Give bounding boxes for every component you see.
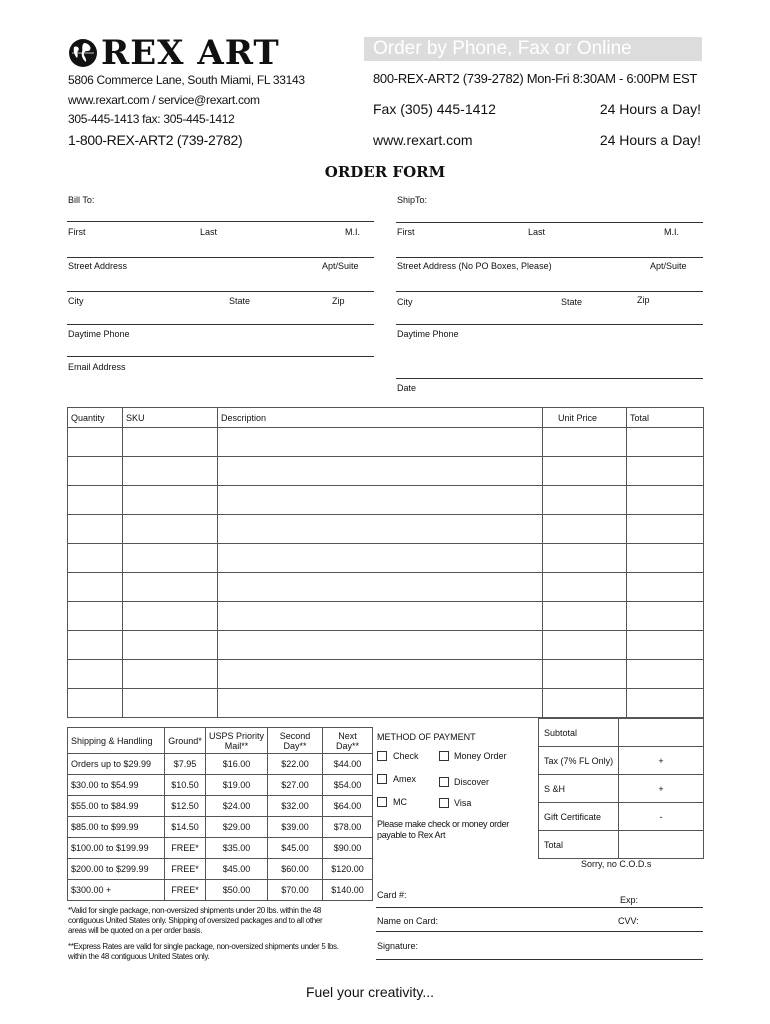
totals-row	[539, 775, 704, 803]
next-day-cell: $90.00	[323, 838, 373, 859]
table-row	[68, 544, 704, 573]
unit-price-cell[interactable]	[543, 428, 627, 457]
table-row	[68, 602, 704, 631]
quantity-header: Quantity	[68, 408, 123, 428]
ground-cell: FREE*	[165, 859, 206, 880]
shipping-range-cell: $300.00 +	[68, 880, 165, 901]
discover-checkbox[interactable]	[439, 777, 449, 787]
second-day-cell: $22.00	[268, 754, 323, 775]
totals-value-cell[interactable]	[619, 831, 704, 859]
shipping-rates-table	[67, 727, 373, 901]
bill-street-label: Street Address	[68, 261, 128, 271]
shipping-range-cell: $85.00 to $99.99	[68, 817, 165, 838]
description-header: Description	[218, 408, 543, 428]
quantity-cell[interactable]	[68, 660, 123, 689]
items-header-row	[68, 408, 704, 428]
visa-label: Visa	[454, 798, 472, 808]
table-row	[68, 838, 373, 859]
bill-mi-label: M.I.	[345, 227, 360, 237]
table-row	[68, 689, 704, 718]
table-row	[68, 817, 373, 838]
visa-option[interactable]	[439, 798, 471, 808]
order-items-table	[67, 407, 704, 718]
money-order-option[interactable]	[439, 751, 507, 761]
ship-state-label: State	[561, 297, 583, 307]
web-hours: 24 Hours a Day!	[599, 132, 701, 148]
table-row	[68, 775, 373, 796]
cvv-label: CVV:	[618, 916, 639, 926]
address-line: 5806 Commerce Lane, South Miami, FL 33143	[68, 73, 305, 87]
next-day-header: Next Day**	[323, 728, 373, 754]
bill-apt-label: Apt/Suite	[322, 261, 359, 271]
description-cell[interactable]	[218, 602, 543, 631]
signature-line[interactable]	[376, 959, 703, 960]
unit-price-cell[interactable]	[543, 631, 627, 660]
quantity-cell[interactable]	[68, 631, 123, 660]
sku-cell[interactable]	[123, 689, 218, 718]
quantity-cell[interactable]	[68, 428, 123, 457]
sku-cell[interactable]	[123, 602, 218, 631]
totals-value-cell[interactable]: +	[619, 747, 704, 775]
visa-checkbox[interactable]	[439, 798, 449, 808]
shipping-header-row	[68, 728, 373, 754]
shipping-note-express: **Express Rates are valid for single package, non-oversized shipments under 5 lbs. within the 48 contiguous United States only.	[68, 942, 339, 961]
mc-checkbox[interactable]	[377, 797, 387, 807]
bill-city-label: City	[68, 296, 84, 306]
sku-cell[interactable]	[123, 515, 218, 544]
table-row	[68, 428, 704, 457]
sku-cell[interactable]	[123, 573, 218, 602]
mc-label: MC	[393, 797, 407, 807]
total-header: Total	[627, 408, 704, 428]
shipping-range-cell: $55.00 to $84.99	[68, 796, 165, 817]
quantity-cell[interactable]	[68, 602, 123, 631]
web-email-line: www.rexart.com / service@rexart.com	[68, 93, 260, 107]
second-day-cell: $60.00	[268, 859, 323, 880]
total-cell[interactable]	[627, 486, 704, 515]
ground-cell: $14.50	[165, 817, 206, 838]
globe-logo-icon	[68, 38, 98, 68]
sku-cell[interactable]	[123, 660, 218, 689]
quantity-cell[interactable]	[68, 515, 123, 544]
bill-city-line[interactable]	[67, 291, 374, 292]
shipping-range-cell: $200.00 to $299.99	[68, 859, 165, 880]
totals-value-cell[interactable]: +	[619, 775, 704, 803]
total-cell[interactable]	[627, 689, 704, 718]
name-on-card-line[interactable]	[376, 931, 703, 932]
bill-phone-line[interactable]	[67, 324, 374, 325]
description-cell[interactable]	[218, 486, 543, 515]
ship-city-label: City	[397, 297, 413, 307]
sku-cell[interactable]	[123, 544, 218, 573]
bill-phone-label: Daytime Phone	[68, 329, 130, 339]
total-cell[interactable]	[627, 602, 704, 631]
table-row	[68, 486, 704, 515]
usps-cell: $45.00	[206, 859, 268, 880]
table-row	[68, 880, 373, 901]
order-banner: Order by Phone, Fax or Online	[364, 37, 702, 61]
description-cell[interactable]	[218, 631, 543, 660]
phone-fax-line: 305-445-1413 fax: 305-445-1412	[68, 112, 235, 126]
ship-street-label: Street Address (No PO Boxes, Please)	[397, 261, 552, 271]
unit-price-header: Unit Price	[543, 408, 627, 428]
ship-apt-label: Apt/Suite	[650, 261, 687, 271]
quantity-cell[interactable]	[68, 573, 123, 602]
ship-city-line[interactable]	[396, 291, 703, 292]
usps-cell: $19.00	[206, 775, 268, 796]
quantity-cell[interactable]	[68, 689, 123, 718]
exp-label: Exp:	[620, 895, 639, 905]
ship-last-label: Last	[528, 227, 546, 237]
second-day-cell: $32.00	[268, 796, 323, 817]
unit-price-cell[interactable]	[543, 660, 627, 689]
bill-street-line[interactable]	[67, 257, 374, 258]
next-day-cell: $140.00	[323, 880, 373, 901]
second-day-cell: $45.00	[268, 838, 323, 859]
ship-to-title: ShipTo:	[397, 195, 428, 205]
ship-phone-line[interactable]	[396, 324, 703, 325]
unit-price-cell[interactable]	[543, 486, 627, 515]
total-cell[interactable]	[627, 573, 704, 602]
quantity-cell[interactable]	[68, 486, 123, 515]
card-number-label: Card #:	[377, 890, 407, 900]
ship-phone-label: Daytime Phone	[397, 329, 459, 339]
bill-first-label: First	[68, 227, 86, 237]
totals-label: Subtotal	[539, 719, 619, 747]
totals-row	[539, 747, 704, 775]
ground-cell: $10.50	[165, 775, 206, 796]
total-cell[interactable]	[627, 544, 704, 573]
next-day-cell: $120.00	[323, 859, 373, 880]
quantity-cell[interactable]	[68, 457, 123, 486]
description-cell[interactable]	[218, 660, 543, 689]
total-cell[interactable]	[627, 457, 704, 486]
fax-hours: 24 Hours a Day!	[599, 101, 701, 117]
toll-free-line: 1-800-REX-ART2 (739-2782)	[68, 132, 243, 148]
total-cell[interactable]	[627, 428, 704, 457]
money-order-label: Money Order	[454, 751, 507, 761]
total-cell[interactable]	[627, 631, 704, 660]
order-fax-line: Fax (305) 445-1412	[373, 101, 496, 117]
signature-label: Signature:	[377, 941, 419, 951]
form-title: ORDER FORM	[324, 163, 446, 181]
description-cell[interactable]	[218, 544, 543, 573]
totals-label: Tax (7% FL Only)	[539, 747, 619, 775]
shipping-range-cell: Orders up to $29.99	[68, 754, 165, 775]
discover-option[interactable]	[439, 777, 489, 787]
bill-last-label: Last	[200, 227, 218, 237]
table-row	[68, 796, 373, 817]
second-day-header: Second Day**	[268, 728, 323, 754]
order-web-line: www.rexart.com	[373, 132, 473, 148]
total-cell[interactable]	[627, 515, 704, 544]
totals-label: Total	[539, 831, 619, 859]
totals-value-cell[interactable]: -	[619, 803, 704, 831]
next-day-cell: $64.00	[323, 796, 373, 817]
ground-cell: FREE*	[165, 838, 206, 859]
table-row	[68, 660, 704, 689]
ground-cell: FREE*	[165, 880, 206, 901]
unit-price-cell[interactable]	[543, 515, 627, 544]
sku-cell[interactable]	[123, 631, 218, 660]
bill-email-label: Email Address	[68, 362, 126, 372]
ship-first-label: First	[397, 227, 415, 237]
check-checkbox[interactable]	[377, 751, 387, 761]
unit-price-cell[interactable]	[543, 573, 627, 602]
unit-price-cell[interactable]	[543, 457, 627, 486]
usps-cell: $50.00	[206, 880, 268, 901]
second-day-cell: $39.00	[268, 817, 323, 838]
bill-name-line[interactable]	[67, 221, 374, 222]
table-row	[68, 457, 704, 486]
second-day-cell: $70.00	[268, 880, 323, 901]
logo-text: REX ART	[101, 33, 280, 73]
amex-option[interactable]	[377, 774, 416, 784]
totals-table	[538, 718, 704, 859]
order-phone-line: 800-REX-ART2 (739-2782) Mon-Fri 8:30AM - 6:00PM EST	[373, 71, 698, 86]
payment-title: METHOD OF PAYMENT	[377, 732, 476, 742]
unit-price-cell[interactable]	[543, 689, 627, 718]
next-day-cell: $54.00	[323, 775, 373, 796]
money-order-checkbox[interactable]	[439, 751, 449, 761]
usps-cell: $35.00	[206, 838, 268, 859]
payable-note: Please make check or money order payable to Rex Art	[377, 819, 509, 840]
ship-zip-label: Zip	[637, 295, 650, 305]
bill-email-line[interactable]	[67, 356, 374, 357]
mc-option[interactable]	[377, 797, 407, 807]
description-cell[interactable]	[218, 573, 543, 602]
usps-cell: $24.00	[206, 796, 268, 817]
unit-price-cell[interactable]	[543, 544, 627, 573]
shipping-note-ground: *Valid for single package, non-oversized shipments under 20 lbs. within the 48 contiguous United States only. Shipping of oversized packages and to all other areas will be quoted on a per order basis.	[68, 906, 323, 935]
table-row	[68, 631, 704, 660]
amex-checkbox[interactable]	[377, 774, 387, 784]
bill-zip-label: Zip	[332, 296, 345, 306]
usps-cell: $16.00	[206, 754, 268, 775]
sku-cell[interactable]	[123, 486, 218, 515]
description-cell[interactable]	[218, 515, 543, 544]
sku-cell[interactable]	[123, 428, 218, 457]
table-row	[68, 573, 704, 602]
shipping-range-cell: $100.00 to $199.99	[68, 838, 165, 859]
totals-row	[539, 831, 704, 859]
table-row	[68, 859, 373, 880]
totals-value-cell[interactable]	[619, 719, 704, 747]
ground-cell: $12.50	[165, 796, 206, 817]
unit-price-cell[interactable]	[543, 602, 627, 631]
table-row	[68, 754, 373, 775]
ship-mi-label: M.I.	[664, 227, 679, 237]
table-row	[68, 515, 704, 544]
second-day-cell: $27.00	[268, 775, 323, 796]
sku-header: SKU	[123, 408, 218, 428]
sku-cell[interactable]	[123, 457, 218, 486]
totals-label: S &H	[539, 775, 619, 803]
check-label: Check	[393, 751, 419, 761]
amex-label: Amex	[393, 774, 417, 784]
next-day-cell: $78.00	[323, 817, 373, 838]
ground-header: Ground*	[165, 728, 206, 754]
ship-name-line[interactable]	[396, 222, 703, 223]
shipping-range-cell: $30.00 to $54.99	[68, 775, 165, 796]
date-line[interactable]	[396, 378, 703, 379]
ship-street-line[interactable]	[396, 257, 703, 258]
no-cod-note: Sorry, no C.O.D.s	[581, 859, 652, 869]
card-number-line[interactable]	[376, 907, 703, 908]
discover-label: Discover	[454, 777, 490, 787]
next-day-cell: $44.00	[323, 754, 373, 775]
name-on-card-label: Name on Card:	[377, 916, 439, 926]
description-cell[interactable]	[218, 689, 543, 718]
date-label: Date	[397, 383, 417, 393]
usps-cell: $29.00	[206, 817, 268, 838]
check-option[interactable]	[377, 751, 419, 761]
totals-row	[539, 803, 704, 831]
footer-tagline: Fuel your creativity...	[305, 984, 435, 1000]
description-cell[interactable]	[218, 457, 543, 486]
quantity-cell[interactable]	[68, 544, 123, 573]
bill-to-title: Bill To:	[68, 195, 95, 205]
description-cell[interactable]	[218, 428, 543, 457]
usps-header: USPS Priority Mail**	[206, 728, 268, 754]
shipping-handling-header: Shipping & Handling	[68, 728, 165, 754]
ground-cell: $7.95	[165, 754, 206, 775]
bill-state-label: State	[229, 296, 251, 306]
totals-label: Gift Certificate	[539, 803, 619, 831]
totals-row	[539, 719, 704, 747]
total-cell[interactable]	[627, 660, 704, 689]
